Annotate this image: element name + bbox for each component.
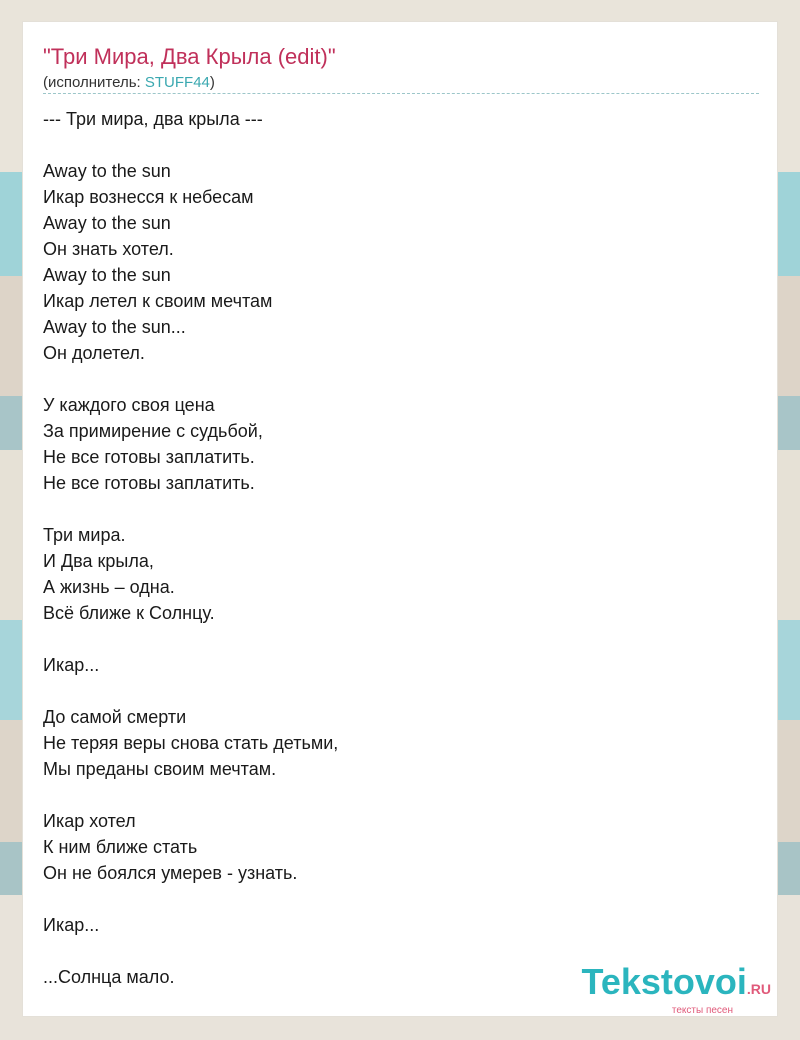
lyric-line: Away to the sun <box>43 213 171 233</box>
lyric-line: За примирение с судьбой, <box>43 421 263 441</box>
lyric-line: Мы преданы своим мечтам. <box>43 759 277 779</box>
lyric-line: Икар летел к своим мечтам <box>43 291 273 311</box>
lyric-line: Не все готовы заплатить. <box>43 447 255 467</box>
lyric-line: Икар... <box>43 655 100 675</box>
lyrics-sheet <box>22 21 778 1017</box>
site-logo[interactable] <box>581 961 772 1016</box>
lyric-line: Away to the sun <box>43 161 171 181</box>
artist-link[interactable]: STUFF44 <box>144 74 210 91</box>
lyric-line: А жизнь – одна. <box>43 577 175 597</box>
lyric-line: Он долетел. <box>43 343 145 363</box>
lyric-line <box>43 626 743 652</box>
lyric-line: Всё ближе к Солнцу. <box>43 603 215 623</box>
lyric-line: Не все готовы заплатить. <box>43 473 255 493</box>
lyric-line: У каждого своя цена <box>43 395 215 415</box>
lyric-line: Три мира. <box>43 525 126 545</box>
title-divider <box>43 93 759 94</box>
song-title: "Три Мира, Два Крыла (edit)" <box>43 44 336 69</box>
lyric-line <box>43 496 743 522</box>
logo-tagline: тексты песен <box>671 1005 733 1016</box>
lyric-line: Он знать хотел. <box>43 239 174 259</box>
lyric-line: Икар вознесся к небесам <box>43 187 254 207</box>
lyric-line <box>43 886 743 912</box>
lyric-line <box>43 132 743 158</box>
lyric-line <box>43 366 743 392</box>
lyric-line: Он не боялся умерев - узнать. <box>43 863 298 883</box>
lyric-line: ...Солнца мало. <box>43 967 175 987</box>
lyric-line <box>43 782 743 808</box>
lyrics-text <box>43 106 743 990</box>
lyric-line <box>43 678 743 704</box>
lyric-line: И Два крыла, <box>43 551 154 571</box>
artist-prefix: (исполнитель: <box>43 74 145 91</box>
logo-tld: .RU <box>746 981 771 997</box>
lyric-line: К ним ближе стать <box>43 837 198 857</box>
lyric-line: Away to the sun... <box>43 317 186 337</box>
lyric-line: До самой смерти <box>43 707 187 727</box>
lyric-line: --- Три мира, два крыла --- <box>43 109 263 129</box>
artist-line <box>43 74 215 91</box>
lyric-line: Не теряя веры снова стать детьми, <box>43 733 339 753</box>
lyric-line: Away to the sun <box>43 265 171 285</box>
logo-name: Tekstovoi <box>581 961 747 1002</box>
artist-suffix: ) <box>209 74 215 91</box>
lyric-line: Икар... <box>43 915 100 935</box>
lyric-line: Икар хотел <box>43 811 136 831</box>
